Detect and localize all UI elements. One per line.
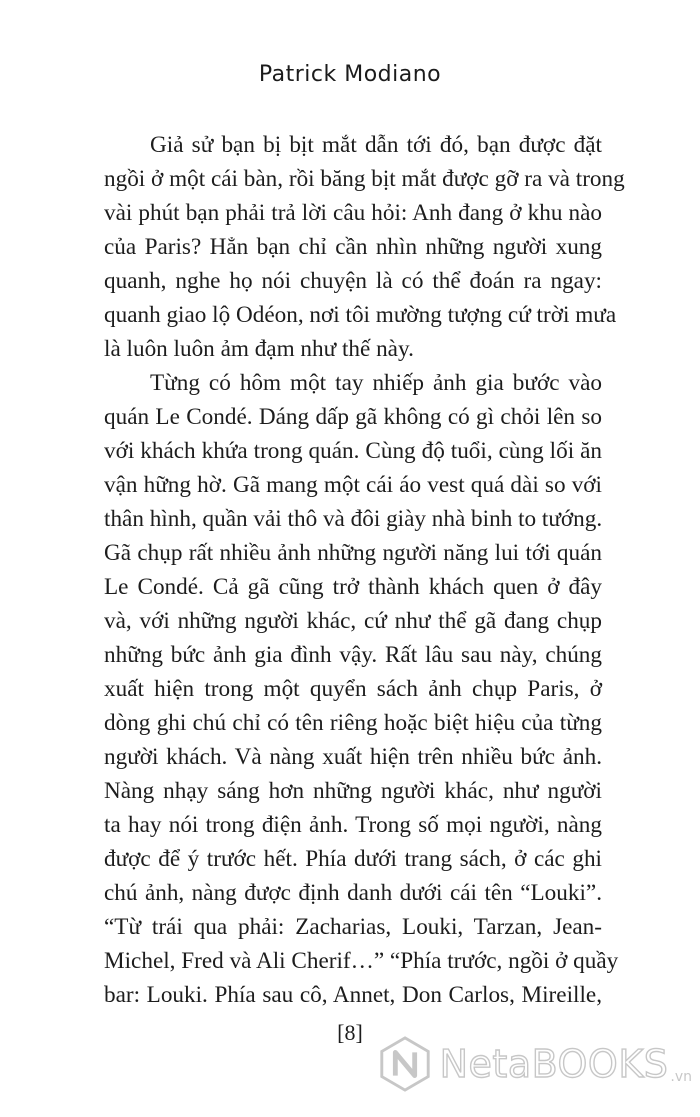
paragraph [104, 366, 619, 1012]
text-line: Từng có hôm một tay nhiếp ảnh gia bước vào [150, 370, 602, 396]
text-line: Michel, Fred và Ali Cherif…” “Phía trước, ngồi ở quầy [104, 948, 619, 974]
text-line: với khách khứa trong quán. Cùng độ tuổi, cùng lối ăn [104, 438, 602, 464]
watermark-suffix: .vn [670, 1069, 692, 1085]
netabooks-logo-icon [376, 1035, 434, 1093]
text-line: ta hay nói trong điện ảnh. Trong số mọi người, nàng [104, 812, 602, 838]
text-line: Le Condé. Cả gã cũng trở thành khách quen ở đây [104, 574, 602, 600]
text-line: vài phút bạn phải trả lời câu hỏi: Anh đang ở khu nào [104, 200, 602, 226]
text-line: bar: Louki. Phía sau cô, Annet, Don Carlos, Mireille, [104, 982, 602, 1008]
text-line: chú ảnh, nàng được định danh dưới cái tên “Louki”. [104, 880, 602, 906]
watermark [376, 1029, 692, 1099]
text-line: người khách. Và nàng xuất hiện trên nhiều bức ảnh. [104, 744, 602, 770]
text-line: là luôn luôn ảm đạm như thế này. [104, 336, 414, 362]
text-line: xuất hiện trong một quyển sách ảnh chụp Paris, ở [104, 676, 602, 702]
body-text [104, 128, 625, 1012]
paragraph [104, 128, 625, 366]
page-number: [8] [337, 1020, 363, 1045]
text-line: Gã chụp rất nhiều ảnh những người năng lui tới quán [104, 540, 602, 566]
text-line: ngồi ở một cái bàn, rồi băng bịt mắt được gỡ ra và trong [104, 166, 625, 192]
text-line: Giả sử bạn bị bịt mắt dẫn tới đó, bạn được đặt [150, 132, 602, 158]
text-line: quanh giao lộ Odéon, nơi tôi mường tượng cứ trời mưa [104, 302, 617, 328]
text-line: của Paris? Hẳn bạn chỉ cần nhìn những người xung [104, 234, 602, 260]
text-line: và, với những người khác, cứ như thể gã đang chụp [104, 608, 602, 634]
running-header-author: Patrick Modiano [258, 62, 442, 87]
text-line: vận hững hờ. Gã mang một cái áo vest quá dài so với [104, 472, 602, 498]
watermark-brand: NetaBOOKS [439, 1042, 669, 1086]
text-line: quanh, nghe họ nói chuyện là có thể đoán ra ngay: [104, 268, 602, 294]
text-line: dòng ghi chú chỉ có tên riêng hoặc biệt hiệu của từng [104, 710, 602, 736]
text-line: thân hình, quần vải thô và đôi giày nhà binh to tướng. [104, 506, 603, 532]
text-line: Nàng nhạy sáng hơn những người khác, như người [104, 778, 602, 804]
text-line: những bức ảnh gia đình vậy. Rất lâu sau này, chúng [104, 642, 602, 668]
text-line: quán Le Condé. Dáng dấp gã không có gì chỏi lên so [104, 404, 602, 430]
text-line: “Từ trái qua phải: Zacharias, Louki, Tarzan, Jean- [104, 914, 602, 940]
text-line: được để ý trước hết. Phía dưới trang sách, ở các ghi [104, 846, 602, 872]
